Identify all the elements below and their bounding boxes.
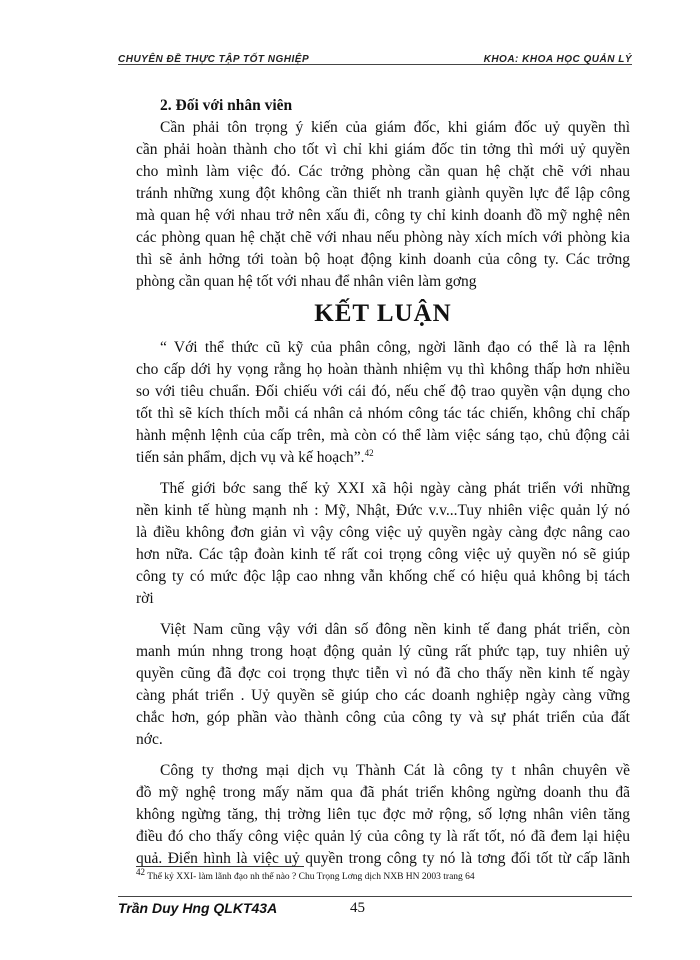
text-line: tránh những xung đột không cần thiết nh tranh giành quyền lực để lập công (136, 185, 630, 202)
text-line: manh mún nhng trong hoạt động quản lý cũng rất phức tạp, tuy nhiên uỷ (136, 643, 630, 660)
page-footer (118, 900, 632, 922)
text-line: không ngừng tăng, thị trờng liên tục đợc mở rộng, số lợng nhân viên tăng (136, 806, 630, 823)
text-line: cho cấp dới hy vọng rằng họ hoàn thành nhiệm vụ thì không thấp hơn nhiều (136, 361, 630, 378)
text-line: phòng cần quan hệ tốt với nhau để nhân viên làm gơng (136, 273, 477, 290)
text-line: là điều không đơn giản vì vậy công việc uỷ quyền ngày càng đợc nâng cao (136, 524, 630, 541)
header-right-text: KHOA: KHOA HỌC QUẢN LÝ (483, 54, 632, 64)
footnote-number: 42 (136, 867, 145, 877)
text-line: Thế giới bớc sang thế kỷ XXI xã hội ngày càng phát triển với những (160, 480, 630, 497)
footnote-divider (136, 866, 304, 867)
footnote-reference: 42 (364, 447, 374, 458)
header-divider (118, 64, 632, 65)
text-line: càng phát triển . Uỷ quyền sẽ giúp cho các doanh nghiệp ngày càng vững (136, 687, 630, 704)
page-number: 45 (350, 900, 365, 916)
conclusion-paragraph-3 (136, 619, 630, 751)
text-line: đồ mỹ nghệ trong mấy năm qua đã phát triển không ngừng doanh thu đã (136, 784, 630, 801)
text-line: Cần phải tôn trọng ý kiến của giám đốc, khi giám đốc uỷ quyền thì (160, 119, 630, 136)
text-line: Công ty thơng mại dịch vụ Thành Cát là công ty t nhân chuyên về (160, 762, 630, 779)
text-line: nớc. (136, 731, 163, 748)
text-line: công ty có mức độc lập cao nhng vẫn khống chế có hiệu quả không bị tách (136, 568, 630, 585)
conclusion-paragraph-4 (136, 760, 630, 870)
conclusion-paragraph-2 (136, 478, 630, 610)
text-line: quả. Điển hình là việc uỷ quyền trong công ty nó là tơng đối tốt từ cấp lãnh (136, 850, 630, 867)
page-header (118, 50, 632, 64)
footer-author: Trần Duy Hng QLKT43A (118, 900, 278, 916)
text-line: quyền cũng đã đợc coi trọng thực tiễn vì nó đã cho thấy nền kinh tế ngày (136, 665, 630, 682)
text-line: mà quan hệ với nhau trở nên xấu đi, công ty chỉ kinh doanh đồ mỹ nghệ nên (136, 207, 630, 224)
text-line: chắc hơn, góp phần vào thành công của công ty và sự phát triển của đất (136, 709, 630, 726)
text-line: hành mệnh lệnh của cấp trên, mà còn có thể làm việc sáng tạo, chủ động cải (136, 427, 630, 444)
text-line: nền kinh tế hùng mạnh nh : Mỹ, Nhật, Đức v.v...Tuy nhiên việc quản lý nó (136, 502, 630, 519)
text-line: rời (136, 590, 154, 607)
footer-divider (118, 896, 632, 897)
text-line: điều đó cho thấy công việc quản lý của công ty là rất tốt, nó đã đem lại hiệu (136, 828, 630, 845)
text-line-content: tiến sản phẩm, dịch vụ và kế hoạch”. (136, 449, 365, 466)
text-line: so với tiêu chuẩn. Đối chiếu với cái đó, nếu chế độ trao quyền vận dụng cho (136, 383, 630, 400)
text-line: thì sẽ ảnh hởng tới toàn bộ hoạt động kinh doanh của công ty. Các trởng (136, 251, 630, 268)
page-body (136, 95, 630, 870)
text-line (136, 447, 630, 469)
text-line: Việt Nam cũng vậy với dân số đông nền kinh tế đang phát triển, còn (160, 621, 630, 638)
text-line: “ Với thể thức cũ kỹ của phân công, ngời lãnh đạo có thể là ra lệnh (160, 339, 630, 356)
header-left-text: CHUYÊN ĐỀ THỰC TẬP TỐT NGHIỆP (118, 54, 310, 64)
text-line: cần phải hoàn thành cho tốt vì chỉ khi giám đốc tin tởng thì mới uỷ quyền (136, 141, 630, 158)
text-line: tốt thì sẽ kích thích mỗi cá nhân cả nhóm công tác tác chiến, không chỉ chấp (136, 405, 630, 422)
conclusion-paragraph-1 (136, 337, 630, 469)
footnote (136, 867, 475, 883)
text-line: cho mình làm việc đó. Các trởng phòng cần quan hệ chặt chẽ với nhau (136, 163, 630, 180)
footnote-text: Thế kỷ XXI- làm lãnh đạo nh thế nào ? Chu Trọng Lơng dịch NXB HN 2003 trang 64 (145, 872, 475, 883)
section-heading: 2. Đối với nhân viên (160, 97, 293, 114)
text-line: các phòng quan hệ chặt chẽ với nhau nếu phòng này xích mích với phòng kia (136, 229, 630, 246)
section-paragraph (136, 117, 630, 293)
conclusion-title: KẾT LUẬN (314, 300, 452, 327)
text-line: hơn nữa. Các tập đoàn kinh tế rất coi trọng công việc uỷ quyền nó sẽ giúp (136, 546, 630, 563)
